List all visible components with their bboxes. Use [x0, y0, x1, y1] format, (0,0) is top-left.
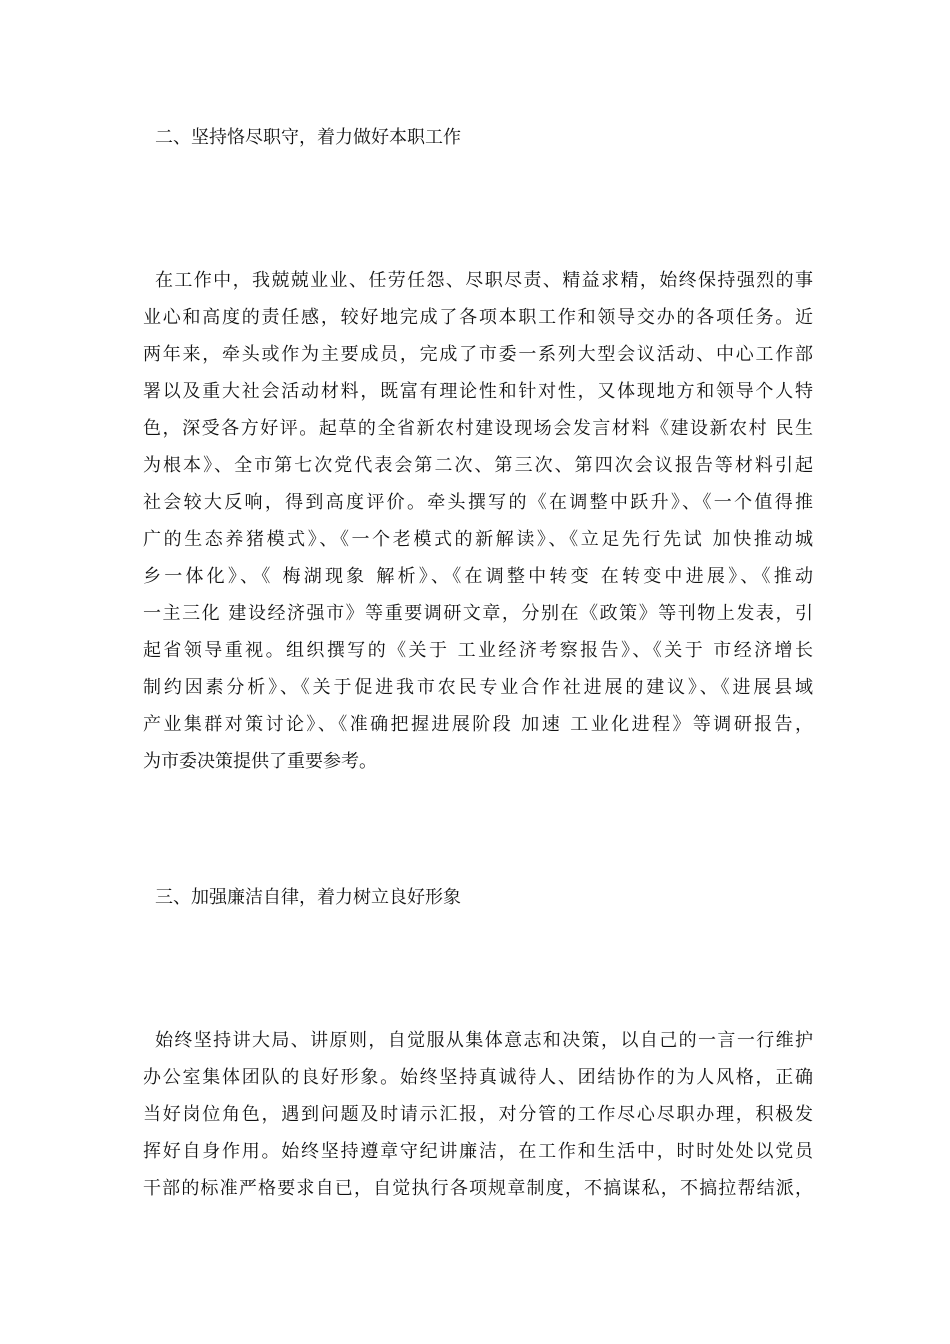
section-2-paragraph [143, 262, 813, 780]
paragraph-line: 办公室集体团队的良好形象。始终坚持真诚待人、团结协作的为人风格，正确 [143, 1067, 813, 1088]
paragraph-line: 制约因素分析》、《关于促进我市农民专业合作社进展的建议》、《进展县域 [143, 677, 813, 698]
paragraph-line: 广的生态养猪模式》、《一个老模式的新解读》、《立足先行先试 加快推动城 [143, 529, 813, 550]
paragraph-line: 当好岗位角色，遇到问题及时请示汇报，对分管的工作尽心尽职办理，积极发 [143, 1104, 813, 1125]
section-heading-3: 三、加强廉洁自律，着力树立良好形象 [155, 887, 461, 908]
paragraph-line: 乡一体化》、《 梅湖现象 解析》、《在调整中转变 在转变中进展》、《推动 [143, 566, 813, 587]
paragraph-line: 挥好自身作用。始终坚持遵章守纪讲廉洁，在工作和生活中，时时处处以党员 [143, 1141, 813, 1162]
paragraph-line: 两年来，牵头或作为主要成员，完成了市委一系列大型会议活动、中心工作部 [143, 344, 813, 365]
paragraph-line: 署以及重大社会活动材料，既富有理论性和针对性，又体现地方和领导个人特 [143, 381, 813, 402]
section-3-paragraph [143, 1022, 813, 1207]
paragraph-line: 为市委决策提供了重要参考。 [143, 751, 377, 772]
paragraph-line: 产业集群对策讨论》、《准确把握进展阶段 加速 工业化进程》等调研报告， [143, 714, 813, 735]
section-heading-2: 二、坚持恪尽职守，着力做好本职工作 [155, 127, 461, 148]
paragraph-line: 起省领导重视。组织撰写的《关于 工业经济考察报告》、《关于 市经济增长 [143, 640, 813, 661]
paragraph-line: 一主三化 建设经济强市》等重要调研文章，分别在《政策》等刊物上发表，引 [143, 603, 813, 624]
paragraph-line: 干部的标准严格要求自已，自觉执行各项规章制度，不搞谋私，不搞拉帮结派， [143, 1178, 813, 1199]
paragraph-line: 色，深受各方好评。起草的全省新农村建设现场会发言材料《建设新农村 民生 [143, 418, 813, 439]
paragraph-line: 社会较大反响，得到高度评价。牵头撰写的《在调整中跃升》、《一个值得推 [143, 492, 813, 513]
paragraph-line: 始终坚持讲大局、讲原则，自觉服从集体意志和决策，以自己的一言一行维护 [155, 1030, 813, 1051]
paragraph-line: 在工作中，我兢兢业业、任劳任怨、尽职尽责、精益求精，始终保持强烈的事 [155, 270, 813, 291]
paragraph-line: 业心和高度的责任感，较好地完成了各项本职工作和领导交办的各项任务。近 [143, 307, 813, 328]
paragraph-line: 为根本》、全市第七次党代表会第二次、第三次、第四次会议报告等材料引起 [143, 455, 813, 476]
